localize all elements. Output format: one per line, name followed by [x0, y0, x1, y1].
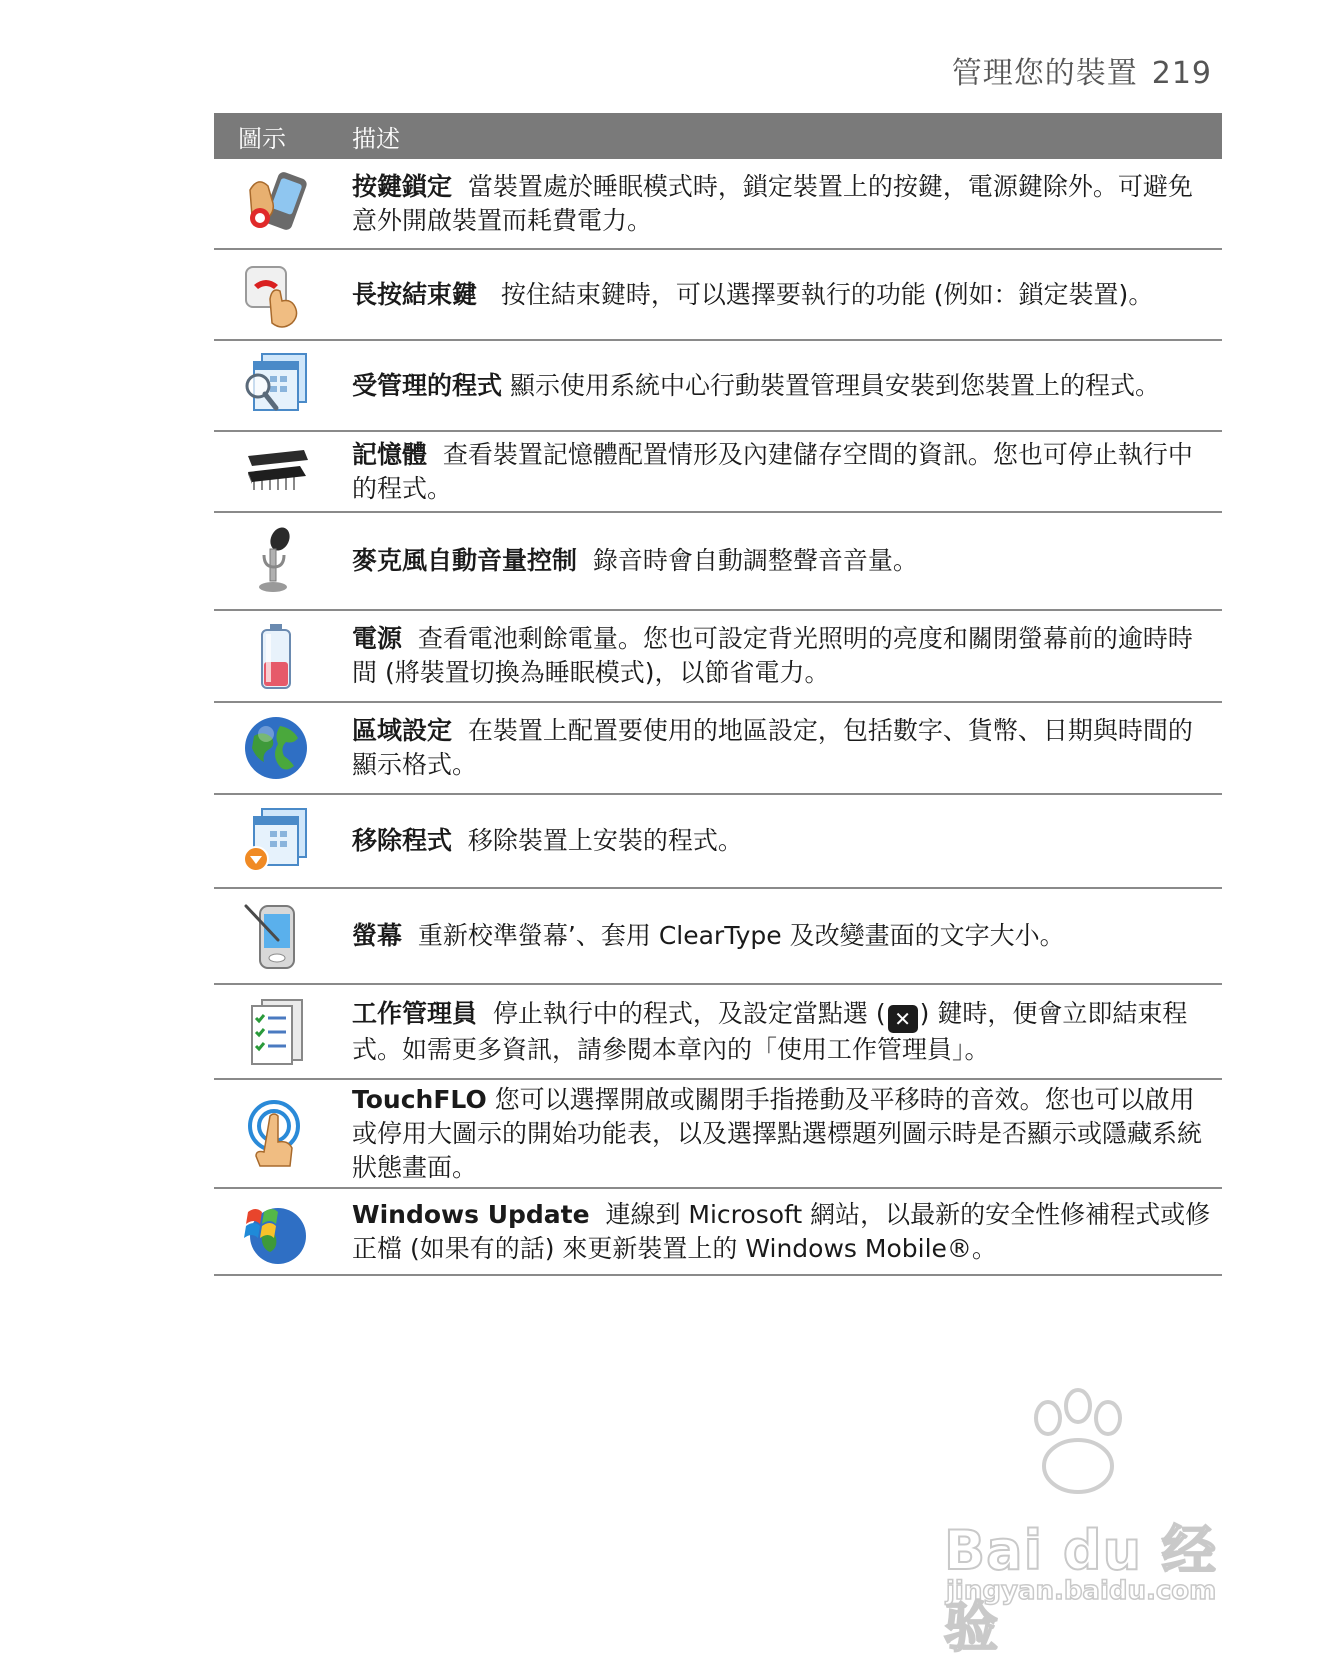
- column-header-description: 描述: [352, 124, 400, 153]
- row-text: 在裝置上配置要使用的地區設定，包括數字、貨幣、日期與時間的顯示格式。: [352, 716, 1193, 779]
- row-term: 移除程式: [352, 826, 453, 855]
- table-header: [214, 113, 1222, 159]
- watermark-brand: Bai du 经验: [944, 1519, 1217, 1659]
- row-text: 按住結束鍵時，可以選擇要執行的功能 (例如：鎖定裝置)。: [500, 279, 1154, 309]
- row-term: Windows Update: [352, 1199, 590, 1229]
- row-description: [352, 170, 1222, 238]
- watermark-url: jingyan.baidu.com: [946, 1576, 1217, 1606]
- row-term: 工作管理員: [352, 998, 478, 1028]
- key-lock-icon: [240, 168, 312, 240]
- row-text: 您可以選擇開啟或關閉手指捲動及平移時的音效。您也可以啟用或停用大圖示的開始功能表，以及選擇點選標題列圖示時是否顯示或隱藏系統狀態畫面。: [352, 1084, 1203, 1182]
- row-description: [352, 714, 1222, 782]
- paw-logo-icon: [1018, 1388, 1138, 1498]
- row-text: 當裝置處於睡眠模式時，鎖定裝置上的按鍵，電源鍵除外。可避免意外開啟裝置而耗費電力。: [352, 171, 1193, 235]
- row-description: [352, 997, 1222, 1067]
- table-row: [214, 985, 1222, 1080]
- row-term: 螢幕: [352, 921, 403, 950]
- row-text: 查看電池剩餘電量。您也可設定背光照明的亮度和關閉螢幕前的逾時時間 (將裝置切換為睡眠模式)，以節省電力。: [352, 624, 1193, 687]
- globe-icon: [240, 712, 312, 784]
- row-term: TouchFLO: [352, 1084, 487, 1114]
- row-description: [352, 824, 1222, 858]
- page-header-title: 管理您的裝置: [951, 56, 1138, 91]
- remove-programs-icon: [240, 805, 312, 877]
- row-term: 按鍵鎖定: [352, 171, 453, 201]
- row-description: [352, 622, 1222, 690]
- microphone-icon: [240, 525, 312, 597]
- task-manager-icon: [240, 996, 312, 1068]
- settings-table: [214, 113, 1222, 1276]
- row-text: 查看裝置記憶體配置情形及內建儲存空間的資訊。您也可停止執行中的程式。: [352, 439, 1193, 503]
- row-text: 錄音時會自動調整聲音音量。: [592, 546, 918, 575]
- row-text-before: 停止執行中的程式，及設定當點選 (: [492, 998, 886, 1028]
- table-row: [214, 1189, 1222, 1276]
- row-term: 麥克風自動音量控制: [352, 546, 578, 575]
- row-term: 長按結束鍵: [352, 279, 478, 309]
- row-text: 顯示使用系統中心行動裝置管理員安裝到您裝置上的程式。: [509, 370, 1160, 400]
- page-number: 219: [1151, 56, 1212, 91]
- row-text: 移除裝置上安裝的程式。: [467, 826, 743, 855]
- row-text: 連線到 Microsoft 網站，以最新的安全性修補程式或修正檔 (如果有的話) 來更新裝置上的 Windows Mobile®。: [352, 1199, 1211, 1263]
- table-row: [214, 889, 1222, 985]
- table-row: [214, 611, 1222, 703]
- battery-icon: [240, 620, 312, 692]
- table-row: [214, 1080, 1222, 1189]
- close-key-icon: ✕: [888, 1005, 918, 1033]
- table-row: [214, 341, 1222, 432]
- row-description: [352, 278, 1222, 312]
- row-term: 區域設定: [352, 716, 453, 745]
- page-header: [952, 48, 1212, 92]
- windows-update-icon: [240, 1196, 312, 1268]
- row-text: 重新校準螢幕’、套用 ClearType 及改變畫面的文字大小。: [417, 921, 1065, 950]
- row-description: [352, 438, 1222, 506]
- row-term: 電源: [352, 624, 403, 653]
- managed-programs-icon: [240, 350, 312, 422]
- row-description: [352, 369, 1222, 403]
- touchflo-icon: [240, 1098, 312, 1170]
- table-row: [214, 703, 1222, 795]
- memory-chip-icon: [240, 436, 312, 508]
- row-description: [352, 1198, 1222, 1266]
- end-key-icon: [240, 259, 312, 331]
- row-description: [352, 919, 1222, 953]
- table-row: [214, 432, 1222, 513]
- row-term: 記憶體: [352, 439, 428, 469]
- screen-stylus-icon: [240, 900, 312, 972]
- table-row: [214, 250, 1222, 341]
- table-row: [214, 513, 1222, 611]
- row-term: 受管理的程式: [352, 370, 503, 400]
- row-description: [352, 544, 1222, 578]
- row-description: [352, 1083, 1222, 1185]
- row-text-after: ) 鍵時，便會立即結束程式。如需更多資訊，請參閱本章內的「使用工作管理員」。: [352, 998, 1188, 1064]
- column-header-icon: 圖示: [238, 124, 286, 153]
- baidu-watermark: [938, 1388, 1258, 1659]
- table-row: [214, 795, 1222, 889]
- table-row: [214, 159, 1222, 250]
